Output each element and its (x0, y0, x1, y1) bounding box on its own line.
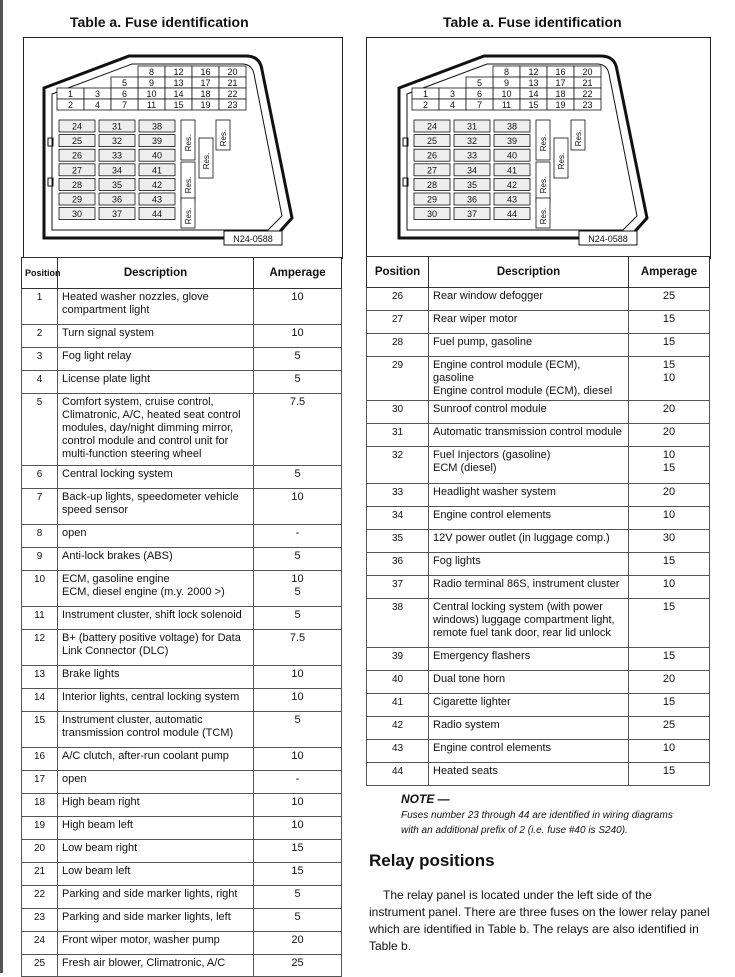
fuse-number: 28 (71, 179, 83, 190)
fuse-number: 43 (151, 194, 163, 205)
fuse-amperage: 5 (254, 371, 342, 394)
fuse-amperage: - (254, 771, 342, 794)
fuse-position: 43 (367, 740, 429, 763)
fuse-number: 24 (71, 121, 83, 132)
table-row (22, 712, 342, 748)
fuse-number: 37 (111, 209, 123, 220)
fuse-number: 14 (173, 89, 184, 99)
fuse-table-right (366, 256, 710, 786)
fuse-position: 18 (22, 794, 58, 817)
note-text: Fuses number 23 through 44 are identified in wiring diagrams with an additional prefix of 2 (i.e. fuse #40 is S240). (401, 810, 673, 836)
fuse-amperage: 10 (254, 325, 342, 348)
fuse-amperage: 20 (629, 424, 710, 447)
fuse-number: 8 (503, 67, 510, 77)
fuse-number: 6 (121, 89, 128, 99)
fuse-number: 8 (148, 67, 155, 77)
fuse-position: 13 (22, 666, 58, 689)
table-row (22, 525, 342, 548)
table-row (367, 357, 710, 401)
fuse-number: 36 (466, 194, 478, 205)
table-row (22, 666, 342, 689)
fuse-number: 42 (151, 179, 163, 190)
table-row (22, 689, 342, 712)
fuse-number: 33 (111, 150, 123, 161)
fuse-number: 11 (146, 100, 157, 110)
fuse-description: open (58, 771, 254, 794)
fuse-position: 10 (22, 571, 58, 607)
fuse-number: 33 (466, 150, 478, 161)
table-row (22, 607, 342, 630)
fuse-number: 31 (466, 121, 478, 132)
table-row (22, 394, 342, 466)
fuse-number: 44 (506, 209, 518, 220)
fuse-description: Rear wiper motor (429, 311, 629, 334)
fuse-number: 13 (528, 78, 539, 88)
fuse-description: Low beam right (58, 840, 254, 863)
table-row (367, 553, 710, 576)
table-row (367, 288, 710, 311)
fuse-number: 12 (173, 67, 184, 77)
fuse-position: 5 (22, 394, 58, 466)
table-row (367, 740, 710, 763)
table-row (22, 571, 342, 607)
fuse-amperage: 15 (629, 694, 710, 717)
table-row (22, 466, 342, 489)
fuse-box-svg (24, 38, 342, 258)
fuse-number: 35 (466, 179, 478, 190)
relay-positions-text: The relay panel is located under the left side of the instrument panel. There are three fuses on the lower relay panel which are identified in Table b. The relays are also identified in Table b. (369, 888, 710, 953)
fuse-position: 27 (367, 311, 429, 334)
fuse-position: 33 (367, 484, 429, 507)
fuse-description: Sunroof control module (429, 401, 629, 424)
header-amperage: Amperage (629, 257, 710, 288)
fuse-amperage: 5 (254, 548, 342, 571)
fuse-description: Rear window defogger (429, 288, 629, 311)
fuse-number: 40 (506, 150, 518, 161)
fuse-description: ECM, gasoline engine ECM, diesel engine (m.y. 2000 >) (58, 571, 254, 607)
fuse-description: Engine control elements (429, 507, 629, 530)
fuse-amperage: 10 15 (629, 447, 710, 484)
fuse-number: 6 (476, 89, 483, 99)
fuse-number: 40 (151, 150, 163, 161)
left-table-title: Table a. Fuse identification (70, 14, 249, 30)
fuse-amperage: 10 (254, 489, 342, 525)
fuse-amperage: 10 (629, 740, 710, 763)
fuse-position: 6 (22, 466, 58, 489)
table-row (22, 371, 342, 394)
fuse-position: 22 (22, 886, 58, 909)
fuse-box-svg (367, 38, 710, 258)
fuse-number: 16 (555, 67, 566, 77)
fuse-amperage: 10 (629, 507, 710, 530)
table-row (22, 863, 342, 886)
fuse-number: 5 (476, 78, 483, 88)
fuse-number: 21 (227, 78, 238, 88)
table-row (22, 817, 342, 840)
fuse-number: 11 (501, 100, 512, 110)
fuse-amperage: 10 (629, 576, 710, 599)
relay-label: Res. (539, 134, 548, 152)
fuse-number: 29 (426, 194, 438, 205)
fuse-description: Front wiper motor, washer pump (58, 932, 254, 955)
fuse-number: 27 (71, 165, 83, 176)
fuse-number: 25 (71, 136, 83, 147)
fuse-number: 3 (94, 89, 101, 99)
fuse-number: 16 (200, 67, 211, 77)
fuse-number: 19 (200, 100, 211, 110)
fuse-amperage: 20 (629, 671, 710, 694)
fuse-position: 8 (22, 525, 58, 548)
table-row (22, 630, 342, 666)
fuse-position: 31 (367, 424, 429, 447)
fuse-description: High beam right (58, 794, 254, 817)
fuse-amperage: 30 (629, 530, 710, 553)
fuse-number: 38 (506, 121, 518, 132)
header-amperage: Amperage (254, 258, 342, 289)
fuse-number: 15 (528, 100, 539, 110)
fuse-position: 14 (22, 689, 58, 712)
fuse-amperage: 5 (254, 466, 342, 489)
fuse-position: 24 (22, 932, 58, 955)
fuse-number: 30 (426, 209, 438, 220)
fuse-box-diagram-right (366, 37, 711, 259)
fuse-description: Heated washer nozzles, glove compartment light (58, 289, 254, 325)
fuse-description: Parking and side marker lights, left (58, 909, 254, 932)
relay-label: Res. (574, 129, 583, 147)
fuse-number: 29 (71, 194, 83, 205)
table-row (367, 599, 710, 648)
fuse-number: 34 (466, 165, 478, 176)
fuse-amperage: 15 (629, 553, 710, 576)
fuse-amperage: 25 (629, 288, 710, 311)
table-row (367, 648, 710, 671)
fuse-position: 2 (22, 325, 58, 348)
fuse-position: 25 (22, 955, 58, 977)
fuse-description: Headlight washer system (429, 484, 629, 507)
fuse-description: Back-up lights, speedometer vehicle speed sensor (58, 489, 254, 525)
table-row (367, 763, 710, 786)
fuse-position: 16 (22, 748, 58, 771)
table-row (367, 424, 710, 447)
fuse-position: 11 (22, 607, 58, 630)
note-heading: NOTE — (401, 792, 450, 806)
fuse-amperage: 20 (254, 932, 342, 955)
fuse-position: 41 (367, 694, 429, 717)
fuse-number: 42 (506, 179, 518, 190)
fuse-amperage: - (254, 525, 342, 548)
fuse-description: Instrument cluster, automatic transmission control module (TCM) (58, 712, 254, 748)
fuse-table-left (21, 257, 342, 977)
fuse-position: 42 (367, 717, 429, 740)
fuse-number: 41 (506, 165, 518, 176)
relay-label: Res. (539, 176, 548, 194)
relay-label: Res. (184, 176, 193, 194)
fuse-number: 9 (148, 78, 155, 88)
fuse-number: 22 (227, 89, 238, 99)
fuse-position: 4 (22, 371, 58, 394)
header-position: Position (22, 258, 58, 289)
fuse-number: 17 (555, 78, 566, 88)
table-row (367, 484, 710, 507)
fuse-number: 14 (528, 89, 539, 99)
fuse-amperage: 5 (254, 348, 342, 371)
header-position: Position (367, 257, 429, 288)
fuse-number: 18 (555, 89, 566, 99)
table-row (22, 325, 342, 348)
table-row (22, 955, 342, 977)
fuse-description: Dual tone horn (429, 671, 629, 694)
fuse-position: 17 (22, 771, 58, 794)
fuse-description: A/C clutch, after-run coolant pump (58, 748, 254, 771)
fuse-position: 15 (22, 712, 58, 748)
fuse-number: 27 (426, 165, 438, 176)
table-row (22, 840, 342, 863)
fuse-position: 30 (367, 401, 429, 424)
fuse-description: B+ (battery positive voltage) for Data Link Connector (DLC) (58, 630, 254, 666)
fuse-number: 2 (422, 100, 429, 110)
fuse-number: 36 (111, 194, 123, 205)
fuse-number: 35 (111, 179, 123, 190)
fuse-description: Brake lights (58, 666, 254, 689)
table-row (22, 548, 342, 571)
fuse-amperage: 5 (254, 886, 342, 909)
fuse-description: Fog light relay (58, 348, 254, 371)
fuse-position: 28 (367, 334, 429, 357)
fuse-position: 35 (367, 530, 429, 553)
fuse-description: Central locking system (with power windows) luggage compartment light, remote fuel tank door, rear lid unlock (429, 599, 629, 648)
fuse-number: 20 (227, 67, 238, 77)
fuse-description: Radio system (429, 717, 629, 740)
fuse-amperage: 5 (254, 909, 342, 932)
fuse-number: 2 (67, 100, 74, 110)
fuse-amperage: 15 (629, 763, 710, 786)
table-row (22, 794, 342, 817)
fuse-amperage: 7.5 (254, 630, 342, 666)
relay-positions-heading: Relay positions (369, 851, 495, 870)
fuse-amperage: 15 (629, 311, 710, 334)
fuse-number: 13 (173, 78, 184, 88)
ref-code: N24-0588 (233, 234, 273, 244)
fuse-number: 15 (173, 100, 184, 110)
fuse-number: 20 (582, 67, 593, 77)
fuse-number: 9 (503, 78, 510, 88)
fuse-number: 5 (121, 78, 128, 88)
fuse-number: 22 (582, 89, 593, 99)
fuse-position: 32 (367, 447, 429, 484)
fuse-number: 37 (466, 209, 478, 220)
fuse-amperage: 15 (254, 840, 342, 863)
fuse-amperage: 10 (254, 666, 342, 689)
relay-label: Res. (557, 152, 566, 170)
fuse-description: Heated seats (429, 763, 629, 786)
fuse-number: 18 (200, 89, 211, 99)
fuse-description: Fuel Injectors (gasoline) ECM (diesel) (429, 447, 629, 484)
fuse-position: 19 (22, 817, 58, 840)
fuse-amperage: 7.5 (254, 394, 342, 466)
fuse-amperage: 20 (629, 401, 710, 424)
fuse-amperage: 10 (254, 689, 342, 712)
fuse-description: Fresh air blower, Climatronic, A/C (58, 955, 254, 977)
fuse-description: Low beam left (58, 863, 254, 886)
right-table-title: Table a. Fuse identification (443, 14, 622, 30)
fuse-number: 23 (582, 100, 593, 110)
fuse-position: 29 (367, 357, 429, 401)
fuse-number: 3 (449, 89, 456, 99)
fuse-description: Parking and side marker lights, right (58, 886, 254, 909)
table-row (367, 401, 710, 424)
fuse-amperage: 25 (254, 955, 342, 977)
fuse-amperage: 5 (254, 712, 342, 748)
table-row (367, 311, 710, 334)
fuse-description: Anti-lock brakes (ABS) (58, 548, 254, 571)
fuse-number: 39 (506, 136, 518, 147)
table-row (22, 771, 342, 794)
fuse-amperage: 25 (629, 717, 710, 740)
table-row (22, 932, 342, 955)
fuse-box-diagram-left (23, 37, 343, 259)
fuse-number: 41 (151, 165, 163, 176)
fuse-description: Fog lights (429, 553, 629, 576)
table-row (22, 886, 342, 909)
fuse-amperage: 20 (629, 484, 710, 507)
relay-label: Res. (219, 129, 228, 147)
fuse-position: 9 (22, 548, 58, 571)
fuse-description: 12V power outlet (in luggage comp.) (429, 530, 629, 553)
fuse-position: 34 (367, 507, 429, 530)
fuse-description: Radio terminal 86S, instrument cluster (429, 576, 629, 599)
fuse-amperage: 15 (629, 648, 710, 671)
fuse-position: 37 (367, 576, 429, 599)
table-row (367, 717, 710, 740)
fuse-position: 44 (367, 763, 429, 786)
fuse-position: 38 (367, 599, 429, 648)
fuse-position: 40 (367, 671, 429, 694)
fuse-description: Interior lights, central locking system (58, 689, 254, 712)
fuse-number: 12 (528, 67, 539, 77)
table-row (22, 489, 342, 525)
fuse-description: Automatic transmission control module (429, 424, 629, 447)
fuse-position: 3 (22, 348, 58, 371)
relay-label: Res. (184, 134, 193, 152)
fuse-number: 17 (200, 78, 211, 88)
table-row (367, 671, 710, 694)
table-row (367, 334, 710, 357)
fuse-number: 1 (422, 89, 429, 99)
fuse-number: 21 (582, 78, 593, 88)
page-binding-edge (0, 0, 3, 973)
table-row (367, 447, 710, 484)
fuse-number: 32 (466, 136, 478, 147)
fuse-amperage: 10 (254, 289, 342, 325)
fuse-description: Emergency flashers (429, 648, 629, 671)
fuse-number: 34 (111, 165, 123, 176)
fuse-description: Instrument cluster, shift lock solenoid (58, 607, 254, 630)
fuse-position: 12 (22, 630, 58, 666)
table-row (367, 576, 710, 599)
fuse-position: 39 (367, 648, 429, 671)
fuse-amperage: 15 10 (629, 357, 710, 401)
relay-label: Res. (184, 207, 193, 225)
fuse-amperage: 10 (254, 748, 342, 771)
fuse-amperage: 15 (629, 334, 710, 357)
fuse-number: 30 (71, 209, 83, 220)
fuse-number: 43 (506, 194, 518, 205)
fuse-position: 36 (367, 553, 429, 576)
fuse-position: 20 (22, 840, 58, 863)
fuse-number: 10 (501, 89, 512, 99)
fuse-position: 7 (22, 489, 58, 525)
fuse-number: 23 (227, 100, 238, 110)
header-description: Description (58, 258, 254, 289)
relay-label: Res. (202, 152, 211, 170)
fuse-number: 7 (476, 100, 483, 110)
fuse-amperage: 5 (254, 607, 342, 630)
table-row (22, 348, 342, 371)
fuse-description: open (58, 525, 254, 548)
table-row (22, 289, 342, 325)
fuse-amperage: 15 (254, 863, 342, 886)
fuse-description: License plate light (58, 371, 254, 394)
fuse-amperage: 10 (254, 817, 342, 840)
relay-label: Res. (539, 207, 548, 225)
fuse-number: 44 (151, 209, 163, 220)
table-row (22, 909, 342, 932)
table-row (367, 694, 710, 717)
fuse-number: 26 (71, 150, 83, 161)
fuse-number: 19 (555, 100, 566, 110)
fuse-position: 21 (22, 863, 58, 886)
header-description: Description (429, 257, 629, 288)
fuse-number: 38 (151, 121, 163, 132)
fuse-amperage: 10 (254, 794, 342, 817)
fuse-number: 1 (67, 89, 74, 99)
fuse-position: 1 (22, 289, 58, 325)
fuse-description: Comfort system, cruise control, Climatronic, A/C, heated seat control modules, day/night dimming mirror, control module and control unit for multi-function steering wheel (58, 394, 254, 466)
fuse-amperage: 10 5 (254, 571, 342, 607)
fuse-number: 4 (449, 100, 456, 110)
table-row (22, 748, 342, 771)
fuse-description: High beam left (58, 817, 254, 840)
fuse-number: 24 (426, 121, 438, 132)
table-row (367, 507, 710, 530)
fuse-number: 4 (94, 100, 101, 110)
fuse-number: 31 (111, 121, 123, 132)
fuse-amperage: 15 (629, 599, 710, 648)
fuse-description: Central locking system (58, 466, 254, 489)
fuse-description: Fuel pump, gasoline (429, 334, 629, 357)
fuse-number: 26 (426, 150, 438, 161)
fuse-number: 7 (121, 100, 128, 110)
fuse-number: 25 (426, 136, 438, 147)
fuse-description: Cigarette lighter (429, 694, 629, 717)
fuse-number: 32 (111, 136, 123, 147)
fuse-description: Turn signal system (58, 325, 254, 348)
fuse-number: 10 (146, 89, 157, 99)
fuse-description: Engine control elements (429, 740, 629, 763)
fuse-position: 26 (367, 288, 429, 311)
table-row (367, 530, 710, 553)
fuse-description: Engine control module (ECM), gasoline Engine control module (ECM), diesel (429, 357, 629, 401)
fuse-position: 23 (22, 909, 58, 932)
ref-code: N24-0588 (588, 234, 628, 244)
fuse-number: 39 (151, 136, 163, 147)
fuse-number: 28 (426, 179, 438, 190)
